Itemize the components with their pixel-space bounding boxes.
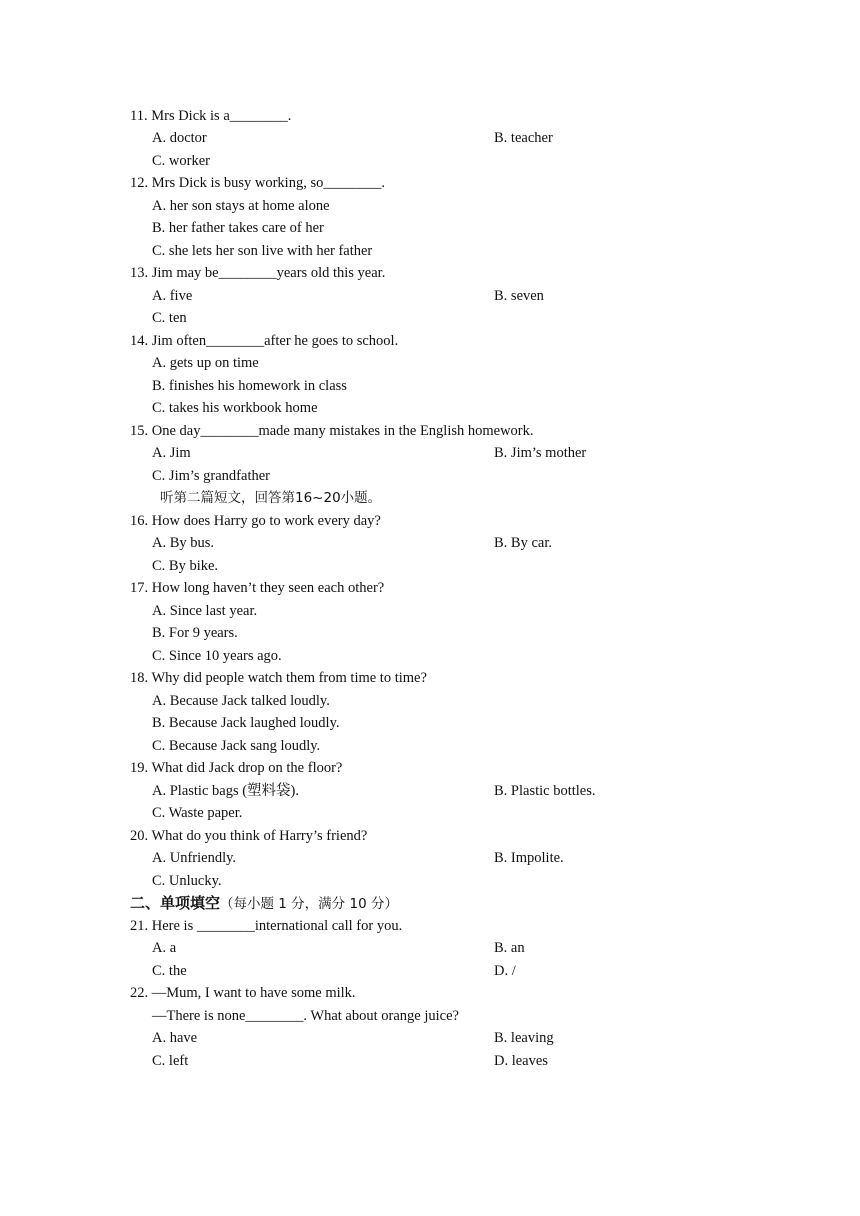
option: A. By bus. (152, 535, 215, 551)
listening-instruction (0, 487, 860, 510)
option: B. Because Jack laughed loudly. (152, 715, 340, 731)
option: B. teacher (494, 130, 553, 146)
option-row (0, 285, 860, 308)
section-heading-line (0, 892, 860, 915)
option: A. a (152, 940, 177, 956)
question-number: 21. (130, 917, 149, 934)
option-row (0, 352, 860, 375)
option-row (0, 150, 860, 173)
question-text: Jim often________after he goes to school. (151, 332, 399, 349)
option: A. Because Jack talked loudly. (152, 692, 330, 709)
option: A. Since last year. (152, 602, 258, 619)
question-text: Here is ________international call for you. (151, 917, 403, 934)
option: C. ten (152, 310, 187, 326)
option: B. Jim’s mother (494, 445, 587, 461)
question-stem (130, 330, 398, 353)
instruction-text: 听第二篇短文，回答第16~20小题。 (160, 490, 382, 506)
question-number: 17. (130, 580, 149, 596)
option-row (0, 847, 860, 870)
question-number: 11. (130, 107, 148, 124)
option: A. have (152, 1030, 198, 1046)
question-number: 12. (130, 175, 149, 191)
option: B. an (494, 940, 525, 956)
question-20 (0, 825, 860, 848)
question-11 (0, 105, 860, 128)
question-19 (0, 757, 860, 780)
option-row (0, 1050, 860, 1073)
option: C. By bike. (152, 557, 219, 574)
option: A. doctor (152, 130, 207, 146)
option: B. her father takes care of her (152, 220, 324, 236)
option: C. left (152, 1052, 189, 1069)
option: A. five (152, 287, 193, 304)
option: C. Because Jack sang loudly. (152, 737, 321, 754)
question-text: How does Harry go to work every day? (151, 512, 381, 529)
question-number: 19. (130, 760, 149, 776)
option-row (0, 600, 860, 623)
option: C. Waste paper. (152, 805, 243, 821)
dialogue-line (0, 1005, 860, 1028)
option-row (0, 802, 860, 825)
question-text: How long haven’t they seen each other? (151, 580, 385, 596)
option: B. Impolite. (494, 850, 564, 866)
question-13 (0, 262, 860, 285)
option: A. her son stays at home alone (152, 197, 330, 214)
option: C. the (152, 962, 187, 979)
option: C. Unlucky. (152, 872, 222, 889)
option-row (0, 195, 860, 218)
question-text: Jim may be________years old this year. (151, 265, 386, 281)
section-heading (130, 892, 398, 916)
question-14 (0, 330, 860, 353)
section-title: 二、单项填空 (130, 894, 221, 912)
option-row (0, 645, 860, 668)
question-text: One day________made many mistakes in the English homework. (151, 422, 534, 439)
option: C. worker (152, 152, 210, 169)
section-scoring: （每小题 1 分，满分 10 分） (220, 896, 398, 912)
option: D. / (494, 962, 516, 979)
option-row (0, 397, 860, 420)
question-stem (130, 420, 534, 443)
question-stem (130, 825, 367, 848)
question-number: 18. (130, 670, 149, 686)
option: A. Jim (152, 445, 191, 461)
question-16 (0, 510, 860, 533)
question-22 (0, 982, 860, 1005)
question-text: What did Jack drop on the floor? (151, 760, 343, 776)
option-row (0, 960, 860, 983)
question-stem (130, 262, 385, 285)
option: B. Plastic bottles. (494, 782, 596, 799)
question-18 (0, 667, 860, 690)
option-row (0, 780, 860, 803)
question-stem (130, 105, 291, 128)
option-row (0, 217, 860, 240)
option: B. seven (494, 287, 544, 304)
question-stem (130, 757, 342, 780)
question-stem (130, 577, 384, 600)
option-row (0, 1027, 860, 1050)
question-15 (0, 420, 860, 443)
question-number: 14. (130, 332, 149, 349)
question-12 (0, 172, 860, 195)
question-text: Mrs Dick is busy working, so________. (151, 175, 385, 191)
question-number: 13. (130, 265, 149, 281)
question-text: Why did people watch them from time to time? (151, 670, 427, 686)
option: B. leaving (494, 1030, 554, 1046)
question-21 (0, 915, 860, 938)
option-row (0, 532, 860, 555)
question-number: 16. (130, 512, 149, 529)
option: A. Plastic bags (塑料袋). (152, 782, 299, 799)
question-17 (0, 577, 860, 600)
question-text: What do you think of Harry’s friend? (151, 827, 368, 844)
question-text: —Mum, I want to have some milk. (151, 985, 356, 1001)
option-row (0, 375, 860, 398)
option-row (0, 690, 860, 713)
option: A. Unfriendly. (152, 850, 237, 866)
option: A. gets up on time (152, 355, 259, 371)
option-row (0, 712, 860, 735)
option-row (0, 307, 860, 330)
question-stem (130, 667, 427, 690)
option-row (0, 870, 860, 893)
question-number: 22. (130, 985, 149, 1001)
option-row (0, 240, 860, 263)
option: C. she lets her son live with her father (152, 242, 373, 259)
option: C. Jim’s grandfather (152, 467, 270, 484)
option: B. For 9 years. (152, 625, 238, 641)
dialogue-text: —There is none________. What about orange juice? (152, 1007, 459, 1024)
option: C. Since 10 years ago. (152, 647, 282, 664)
question-stem (130, 915, 402, 938)
option: C. takes his workbook home (152, 400, 318, 416)
option-row (0, 622, 860, 645)
option: B. finishes his homework in class (152, 377, 347, 394)
question-number: 15. (130, 422, 149, 439)
option-row (0, 937, 860, 960)
question-stem (130, 172, 385, 195)
option: B. By car. (494, 535, 552, 551)
option-row (0, 442, 860, 465)
option-row (0, 555, 860, 578)
question-text: Mrs Dick is a________. (151, 107, 292, 124)
option-row (0, 465, 860, 488)
option-row (0, 127, 860, 150)
question-stem (130, 982, 356, 1005)
question-number: 20. (130, 827, 149, 844)
question-stem (130, 510, 381, 533)
option: D. leaves (494, 1052, 548, 1069)
option-row (0, 735, 860, 758)
